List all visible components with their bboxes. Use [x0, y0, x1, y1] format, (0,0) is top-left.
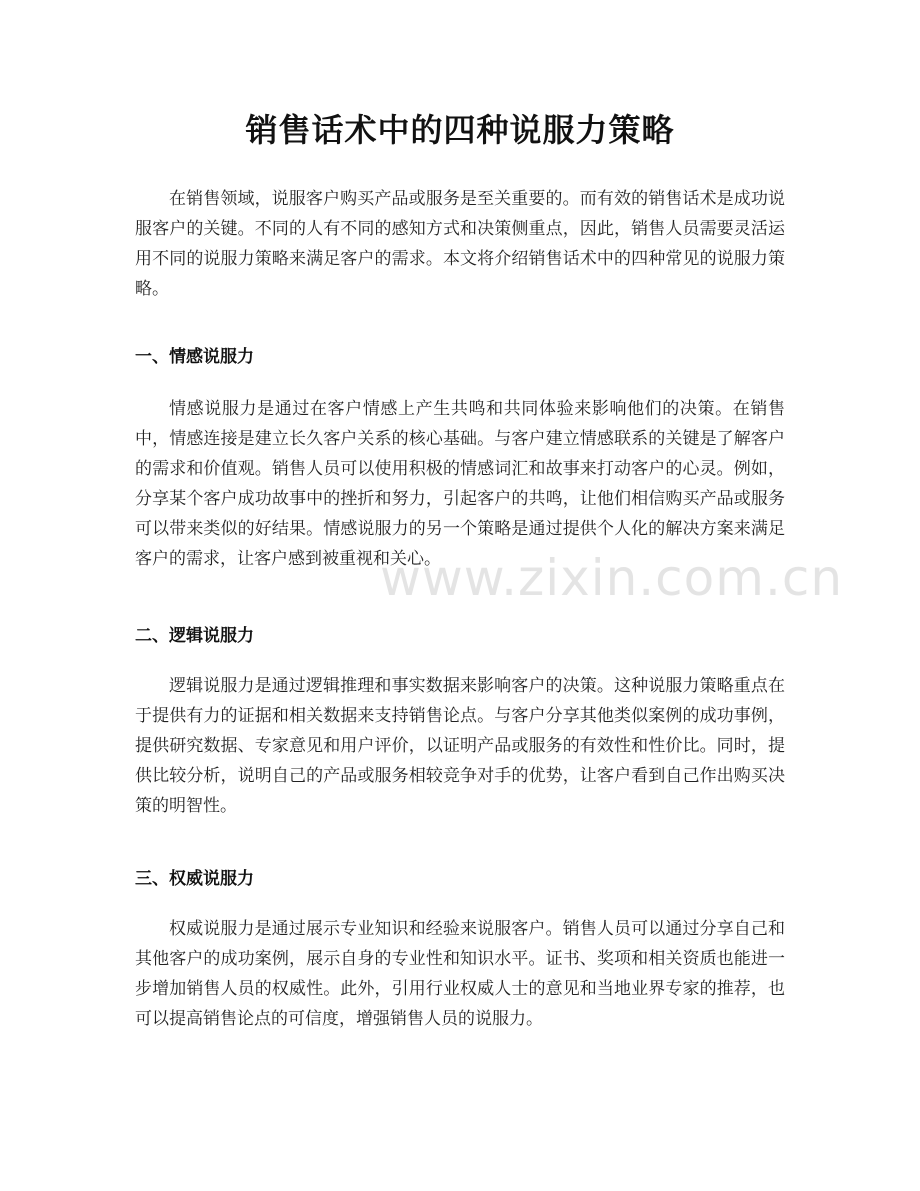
section-body-emotional: 情感说服力是通过在客户情感上产生共鸣和共同体验来影响他们的决策。在销售中，情感连接是建立长久客户关系的核心基础。与客户建立情感联系的关键是了解客户的需求和价值观。销售人员可以使用积极的情感词汇和故事来打动客户的心灵。例如，分享某个客户成功故事中的挫折和努力，引起客户的共鸣，让他们相信购买产品或服务可以带来类似的好结果。情感说服力的另一个策略是通过提供个人化的解决方案来满足客户的需求，让客户感到被重视和关心。 — [135, 399, 785, 569]
section-body-logical: 逻辑说服力是通过逻辑推理和事实数据来影响客户的决策。这种说服力策略重点在于提供有力的证据和相关数据来支持销售论点。与客户分享其他类似案例的成功事例，提供研究数据、专家意见和用户评价，以证明产品或服务的有效性和性价比。同时，提供比较分析，说明自己的产品或服务相较竞争对手的优势，让客户看到自己作出购买决策的明智性。 — [135, 676, 785, 816]
section-body-authority: 权威说服力是通过展示专业知识和经验来说服客户。销售人员可以通过分享自己和其他客户的成功案例，展示自身的专业性和知识水平。证书、奖项和相关资质也能进一步增加销售人员的权威性。此外，引用行业权威人士的意见和当地业界专家的推荐，也可以提高销售论点的可信度，增强销售人员的说服力。 — [135, 919, 785, 1029]
watermark-text: www.zixin.com.cn — [380, 549, 844, 607]
section-heading-authority: 三、权威说服力 — [135, 869, 254, 889]
page-title: 销售话术中的四种说服力策略 — [245, 111, 675, 149]
section-heading-logical: 二、逻辑说服力 — [135, 626, 254, 646]
section-heading-emotional: 一、情感说服力 — [135, 347, 254, 367]
intro-paragraph: 在销售领域，说服客户购买产品或服务是至关重要的。而有效的销售话术是成功说服客户的关键。不同的人有不同的感知方式和决策侧重点，因此，销售人员需要灵活运用不同的说服力策略来满足客户的需求。本文将介绍销售话术中的四种常见的说服力策略。 — [135, 189, 785, 299]
